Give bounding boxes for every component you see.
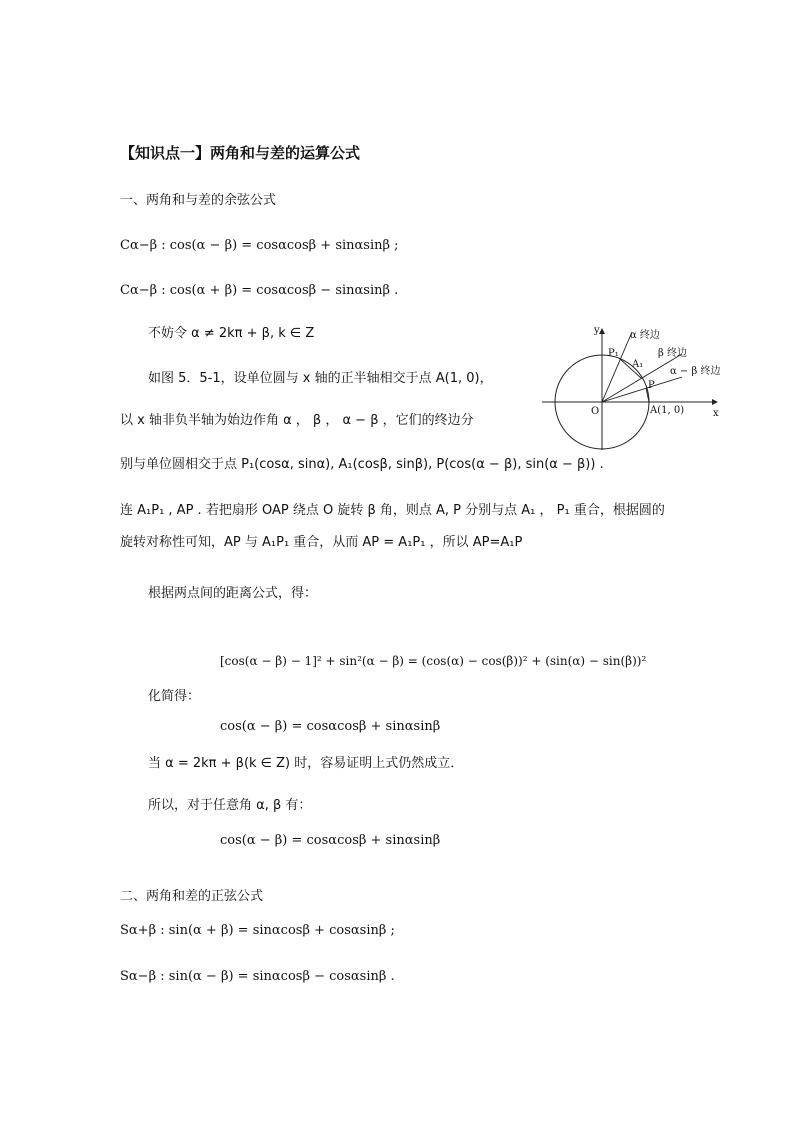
unit-circle-figure	[538, 320, 721, 452]
alpha-minus-beta-terminal-side	[602, 377, 682, 402]
result-formula-1: cos(α − β) = cosαcosβ + sinαsinβ	[220, 719, 441, 734]
y-axis-arrow	[599, 328, 605, 334]
special-case-line: 当 α = 2kπ + β(k ∈ Z) 时，容易证明上式仍然成立．	[148, 756, 464, 771]
sin-minus-formula: Sα−β : sin(α − β) = sinαcosβ − cosαsinβ .	[120, 969, 395, 984]
point-a-label: A(1, 0)	[650, 405, 685, 416]
proof-paragraph-2: 以 x 轴非负半轴为始边作角 α ， β ， α − β ，它们的终边分	[120, 413, 474, 428]
section1-heading: 一、两角和与差的余弦公式	[120, 193, 277, 208]
origin-label: O	[591, 406, 600, 417]
proof-paragraph-1: 如图 5．5-1，设单位圆与 x 轴的正半轴相交于点 A(1, 0)，	[148, 371, 493, 386]
assumption-line: 不妨令 α ≠ 2kπ + β, k ∈ Z	[148, 326, 315, 341]
x-axis-arrow	[712, 399, 718, 405]
sin-plus-formula: Sα+β : sin(α + β) = sinαcosβ + cosαsinβ ;	[120, 923, 395, 938]
point-p1-label: P₁	[608, 348, 619, 359]
proof-paragraph-5: 旋转对称性可知，AP 与 A₁P₁ 重合，从而 AP = A₁P₁ ，所以 AP=A₁P	[120, 535, 523, 550]
x-label: x	[713, 408, 719, 419]
conclusion-line: 所以，对于任意角 α, β 有：	[148, 798, 312, 813]
page-title: 【知识点一】两角和与差的运算公式	[120, 144, 361, 162]
section2-heading: 二、两角和差的正弦公式	[120, 889, 264, 904]
alpha-side-label: α 终边	[630, 330, 660, 341]
cos-plus-formula: Cα−β : cos(α + β) = cosαcosβ − sinαsinβ .	[120, 283, 399, 298]
proof-paragraph-6: 根据两点间的距离公式，得：	[148, 586, 318, 601]
point-a1-label: A₁	[632, 359, 644, 370]
simplify-label: 化简得：	[148, 689, 201, 704]
result-formula-2: cos(α − β) = cosαcosβ + sinαsinβ	[220, 833, 441, 848]
beta-side-label: β 终边	[658, 348, 687, 359]
y-label: y	[594, 325, 600, 336]
cos-minus-formula: Cα−β : cos(α − β) = cosαcosβ + sinαsinβ ;	[120, 238, 399, 253]
proof-paragraph-3: 别与单位圆相交于点 P₁(cosα, sinα), A₁(cosβ, sinβ), P(cos(α − β), sin(α − β)) .	[120, 457, 604, 472]
distance-equation: [cos(α − β) − 1]² + sin²(α − β) = (cos(α) − cos(β))² + (sin(α) − sin(β))²	[220, 654, 647, 668]
point-p-label: P	[648, 380, 655, 391]
proof-paragraph-4: 连 A₁P₁ , AP . 若把扇形 OAP 绕点 O 旋转 β 角，则点 A, P 分别与点 A₁ ， P₁ 重合，根据圆的	[120, 503, 665, 518]
alpha-terminal-side	[602, 332, 632, 402]
alpha-minus-beta-side-label: α − β 终边	[670, 366, 721, 377]
